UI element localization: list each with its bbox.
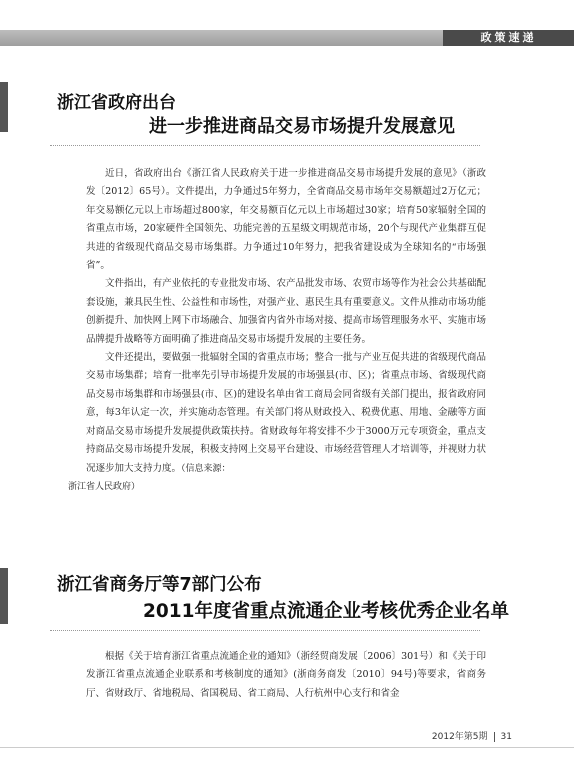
article1-body [68, 165, 486, 496]
article1-paragraph-3 [68, 349, 486, 496]
article2-title-line1: 浙江省商务厅等7部门公布 [57, 575, 262, 595]
article1-divider [50, 145, 480, 146]
page-footer [432, 729, 512, 742]
article2-paragraph: 根据《关于培育浙江省重点流通企业的通知》（浙经贸商发展〔2006〕301号）和《关于印发浙江省重点流通企业联系和考核制度的通知》(浙商务商发〔2010〕94号)等要求，省商务厅、省财政厅、省地税局、省国税局、省工商局、人行杭州中心支行和省金 [86, 651, 486, 699]
article1-title-line2: 进一步推进商品交易市场提升发展意见 [149, 116, 455, 137]
article2-title-line2: 2011年度省重点流通企业考核优秀企业名单 [143, 601, 509, 622]
issue-label: 2012年第5期 [431, 732, 488, 742]
footer-rule [0, 747, 574, 748]
footer-separator [494, 732, 495, 742]
article2-divider [50, 630, 480, 631]
article2-body [86, 648, 486, 703]
article1-paragraph-3-text: 文件还提出，要做强一批辐射全国的省重点市场；整合一批与产业互促共进的省级现代商品交易市场集群；培育一批率先引导市场提升发展的市场强县(市、区)；省重点市场、省级现代商品交易市场集群和市场强县(市、区)的建设名单由省工商局会同省级有关部门提出，报省政府同意，每3年认定一次，并实施动态管理。有关部门将从财政投入、税费优惠、用地、金融等方面对商品交易市场提升发展提供政策扶持。省财政每年将安排不少于3000万元专项资金，重点支持商品交易市场提升发展，积极支持网上交易平台建设、市场经营管理人才培训等，并视财力状况逐步加大支持力度。 [86, 352, 486, 474]
article1-paragraph-2: 文件指出，有产业依托的专业批发市场、农产品批发市场、农贸市场等作为社会公共基础配套设施，兼具民生性、公益性和市场性，对强产业、惠民生具有重要意义。文件从推动市场功能创新提升、加快网上网下市场融合、加强省内省外市场对接、提高市场管理服务水平、实施市场品牌提升战略等方面明确了推进商品交易市场提升发展的主要任务。 [86, 278, 486, 345]
headline-accent-bar-2 [0, 568, 8, 624]
section-label: 政策速递 [443, 30, 574, 46]
article1-title-line1: 浙江省政府出台 [57, 93, 176, 113]
source-label: （信息来源： [181, 463, 231, 474]
article1-paragraph-1: 近日，省政府出台《浙江省人民政府关于进一步推进商品交易市场提升发展的意见》（浙政发〔2012〕65号）。文件提出，力争通过5年努力，全省商品交易市场年交易额超过2万亿元；年交易额亿元以上市场超过800家，年交易额百亿元以上市场超过30家；培育50家辐射全国的省重点市场，20家硬件全国领先、功能完善的五星级文明规范市场，20个与现代产业集群互促共进的省级现代商品交易市场集群。力争通过10年努力，把我省建设成为全球知名的“市场强省”。 [86, 168, 486, 272]
source-name: 浙江省人民政府） [68, 481, 141, 492]
page-number: 31 [500, 732, 512, 742]
headline-accent-bar [0, 82, 8, 132]
